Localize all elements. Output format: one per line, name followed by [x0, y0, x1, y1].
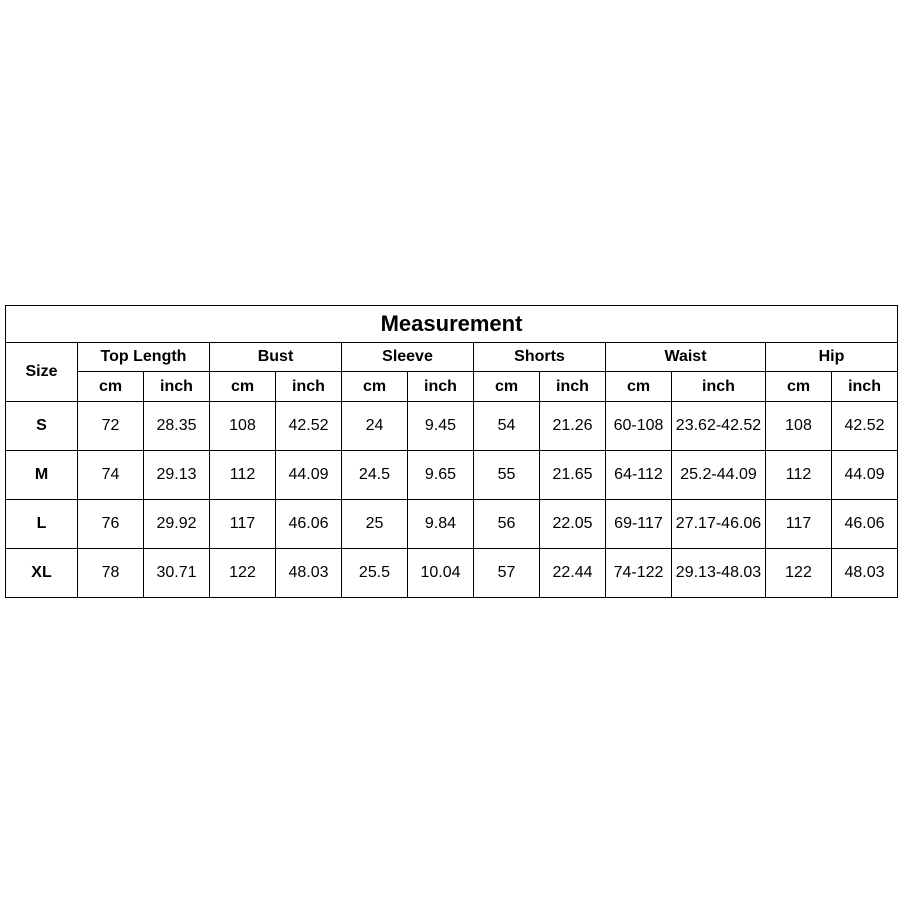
value-cell: 117	[766, 500, 832, 549]
value-cell: 42.52	[832, 402, 898, 451]
size-cell: M	[6, 451, 78, 500]
unit-header-row	[6, 372, 898, 402]
value-cell: 44.09	[832, 451, 898, 500]
value-cell: 25.5	[342, 549, 408, 598]
value-cell: 57	[474, 549, 540, 598]
value-cell: 9.45	[408, 402, 474, 451]
value-cell: 44.09	[276, 451, 342, 500]
value-cell: 60-108	[606, 402, 672, 451]
unit-header-shorts-cm: cm	[474, 372, 540, 402]
value-cell: 29.13	[144, 451, 210, 500]
value-cell: 112	[210, 451, 276, 500]
value-cell: 46.06	[276, 500, 342, 549]
value-cell: 112	[766, 451, 832, 500]
value-cell: 74-122	[606, 549, 672, 598]
value-cell: 46.06	[832, 500, 898, 549]
table-row	[6, 402, 898, 451]
value-cell: 72	[78, 402, 144, 451]
group-header-row	[6, 343, 898, 372]
value-cell: 22.44	[540, 549, 606, 598]
unit-header-bust-cm: cm	[210, 372, 276, 402]
size-chart	[5, 305, 897, 598]
value-cell: 56	[474, 500, 540, 549]
value-cell: 25	[342, 500, 408, 549]
value-cell: 64-112	[606, 451, 672, 500]
unit-header-hip-cm: cm	[766, 372, 832, 402]
value-cell: 55	[474, 451, 540, 500]
measurement-table	[5, 305, 898, 598]
value-cell: 48.03	[832, 549, 898, 598]
value-cell: 117	[210, 500, 276, 549]
value-cell: 23.62-42.52	[672, 402, 766, 451]
value-cell: 69-117	[606, 500, 672, 549]
unit-header-top-length-inch: inch	[144, 372, 210, 402]
table-row	[6, 500, 898, 549]
value-cell: 48.03	[276, 549, 342, 598]
unit-header-sleeve-inch: inch	[408, 372, 474, 402]
unit-header-waist-inch: inch	[672, 372, 766, 402]
group-header-bust: Bust	[210, 343, 342, 372]
size-cell: XL	[6, 549, 78, 598]
table-row	[6, 451, 898, 500]
value-cell: 74	[78, 451, 144, 500]
value-cell: 9.84	[408, 500, 474, 549]
group-header-hip: Hip	[766, 343, 898, 372]
value-cell: 76	[78, 500, 144, 549]
unit-header-hip-inch: inch	[832, 372, 898, 402]
value-cell: 122	[766, 549, 832, 598]
value-cell: 42.52	[276, 402, 342, 451]
table-row	[6, 549, 898, 598]
group-header-sleeve: Sleeve	[342, 343, 474, 372]
group-header-shorts: Shorts	[474, 343, 606, 372]
value-cell: 25.2-44.09	[672, 451, 766, 500]
size-cell: S	[6, 402, 78, 451]
value-cell: 54	[474, 402, 540, 451]
size-column-header: Size	[6, 343, 78, 402]
value-cell: 108	[766, 402, 832, 451]
value-cell: 9.65	[408, 451, 474, 500]
unit-header-bust-inch: inch	[276, 372, 342, 402]
value-cell: 27.17-46.06	[672, 500, 766, 549]
value-cell: 122	[210, 549, 276, 598]
value-cell: 30.71	[144, 549, 210, 598]
table-title: Measurement	[6, 306, 898, 343]
size-cell: L	[6, 500, 78, 549]
unit-header-sleeve-cm: cm	[342, 372, 408, 402]
value-cell: 24	[342, 402, 408, 451]
value-cell: 29.13-48.03	[672, 549, 766, 598]
value-cell: 24.5	[342, 451, 408, 500]
group-header-waist: Waist	[606, 343, 766, 372]
value-cell: 29.92	[144, 500, 210, 549]
value-cell: 22.05	[540, 500, 606, 549]
value-cell: 10.04	[408, 549, 474, 598]
value-cell: 108	[210, 402, 276, 451]
group-header-top-length: Top Length	[78, 343, 210, 372]
unit-header-top-length-cm: cm	[78, 372, 144, 402]
value-cell: 28.35	[144, 402, 210, 451]
title-row	[6, 306, 898, 343]
value-cell: 21.65	[540, 451, 606, 500]
value-cell: 21.26	[540, 402, 606, 451]
unit-header-shorts-inch: inch	[540, 372, 606, 402]
value-cell: 78	[78, 549, 144, 598]
unit-header-waist-cm: cm	[606, 372, 672, 402]
